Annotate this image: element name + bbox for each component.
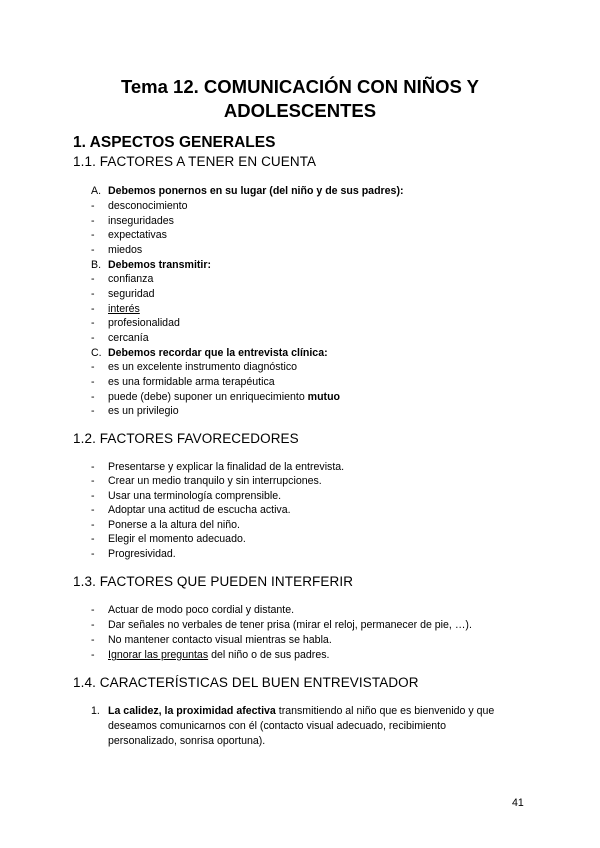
dash-marker: -: [91, 376, 95, 388]
list-item-text: Ponerse a la altura del niño.: [108, 519, 240, 531]
underlined-text: Ignorar las preguntas: [108, 649, 209, 661]
list-item-text: Dar señales no verbales de tener prisa (mirar el reloj, permanecer de pie, …).: [108, 619, 472, 631]
text-line: personalizado, sonrisa oportuna).: [108, 735, 266, 747]
list-item-text: inseguridades: [108, 215, 174, 227]
list-item-text: Usar una terminología comprensible.: [108, 490, 282, 502]
dash-marker: -: [91, 200, 95, 212]
dash-marker: -: [91, 604, 95, 616]
group-a-heading: Debemos ponernos en su lugar (del niño y de sus padres):: [108, 185, 404, 197]
dash-marker: -: [91, 649, 95, 661]
group-c-marker: C.: [91, 347, 102, 359]
page-number: 41: [512, 797, 524, 809]
list-item-text: Adoptar una actitud de escucha activa.: [108, 504, 291, 516]
dash-marker: -: [91, 619, 95, 631]
text-part: transmitiendo al niño que es bienvenido y que: [275, 705, 495, 717]
list-item-text: Presentarse y explicar la finalidad de la entrevista.: [108, 461, 345, 473]
dash-marker: -: [91, 215, 95, 227]
dash-marker: -: [91, 303, 95, 315]
list-item-text: [108, 648, 329, 662]
dash-marker: -: [91, 504, 95, 516]
dash-marker: -: [91, 490, 95, 502]
list-item-text: cercanía: [108, 332, 149, 344]
group-b-heading: Debemos transmitir:: [108, 259, 212, 271]
list-item-text: Elegir el momento adecuado.: [108, 533, 246, 545]
subsection-heading-1-1: 1.1. FACTORES A TENER EN CUENTA: [73, 154, 317, 169]
bold-phrase: La calidez, la proximidad afectiva: [108, 705, 276, 717]
numbered-item-text: [108, 704, 494, 718]
list-item-text: es un excelente instrumento diagnóstico: [108, 361, 298, 373]
text-line: deseamos comunicarnos con él (contacto visual adecuado, recibimiento: [108, 720, 447, 732]
title-line-1: Tema 12. COMUNICACIÓN CON NIÑOS Y: [120, 76, 480, 97]
list-item-text: [108, 390, 340, 404]
list-item-text-underlined: interés: [108, 303, 140, 315]
section-heading: 1. ASPECTOS GENERALES: [73, 134, 276, 151]
dash-marker: -: [91, 361, 95, 373]
group-b-marker: B.: [91, 259, 102, 271]
dash-marker: -: [91, 405, 95, 417]
subsection-heading-1-4: 1.4. CARACTERÍSTICAS DEL BUEN ENTREVISTADOR: [73, 675, 419, 690]
list-item-text: profesionalidad: [108, 317, 180, 329]
list-item-text-part: puede (debe) suponer un enriquecimiento: [108, 391, 308, 403]
group-a-marker: A.: [91, 185, 102, 197]
list-item-text: No mantener contacto visual mientras se habla.: [108, 634, 332, 646]
list-item-text: miedos: [108, 244, 143, 256]
dash-marker: -: [91, 461, 95, 473]
subsection-heading-1-3: 1.3. FACTORES QUE PUEDEN INTERFERIR: [73, 574, 354, 589]
list-item-text: Crear un medio tranquilo y sin interrupciones.: [108, 475, 322, 487]
title-line-2: ADOLESCENTES: [223, 100, 377, 121]
page-title: [60, 75, 540, 123]
dash-marker: -: [91, 548, 95, 560]
bold-word: mutuo: [307, 391, 341, 403]
dash-marker: -: [91, 317, 95, 329]
dash-marker: -: [91, 533, 95, 545]
number-marker: 1.: [91, 705, 100, 717]
dash-marker: -: [91, 229, 95, 241]
list-item-text: confianza: [108, 273, 154, 285]
list-item-text: es una formidable arma terapéutica: [108, 376, 275, 388]
list-item-text: seguridad: [108, 288, 155, 300]
list-item-text-part: del niño o de sus padres.: [208, 649, 330, 661]
subsection-heading-1-2: 1.2. FACTORES FAVORECEDORES: [73, 431, 299, 446]
dash-marker: -: [91, 288, 95, 300]
list-item-text: Actuar de modo poco cordial y distante.: [108, 604, 295, 616]
dash-marker: -: [91, 273, 95, 285]
list-item-text: expectativas: [108, 229, 167, 241]
dash-marker: -: [91, 634, 95, 646]
dash-marker: -: [91, 332, 95, 344]
dash-marker: -: [91, 519, 95, 531]
group-c-heading: Debemos recordar que la entrevista clínica:: [108, 347, 328, 359]
list-item-text: es un privilegio: [108, 405, 179, 417]
list-item-text: desconocimiento: [108, 200, 188, 212]
dash-marker: -: [91, 391, 95, 403]
dash-marker: -: [91, 475, 95, 487]
dash-marker: -: [91, 244, 95, 256]
list-item-text: Progresividad.: [108, 548, 176, 560]
